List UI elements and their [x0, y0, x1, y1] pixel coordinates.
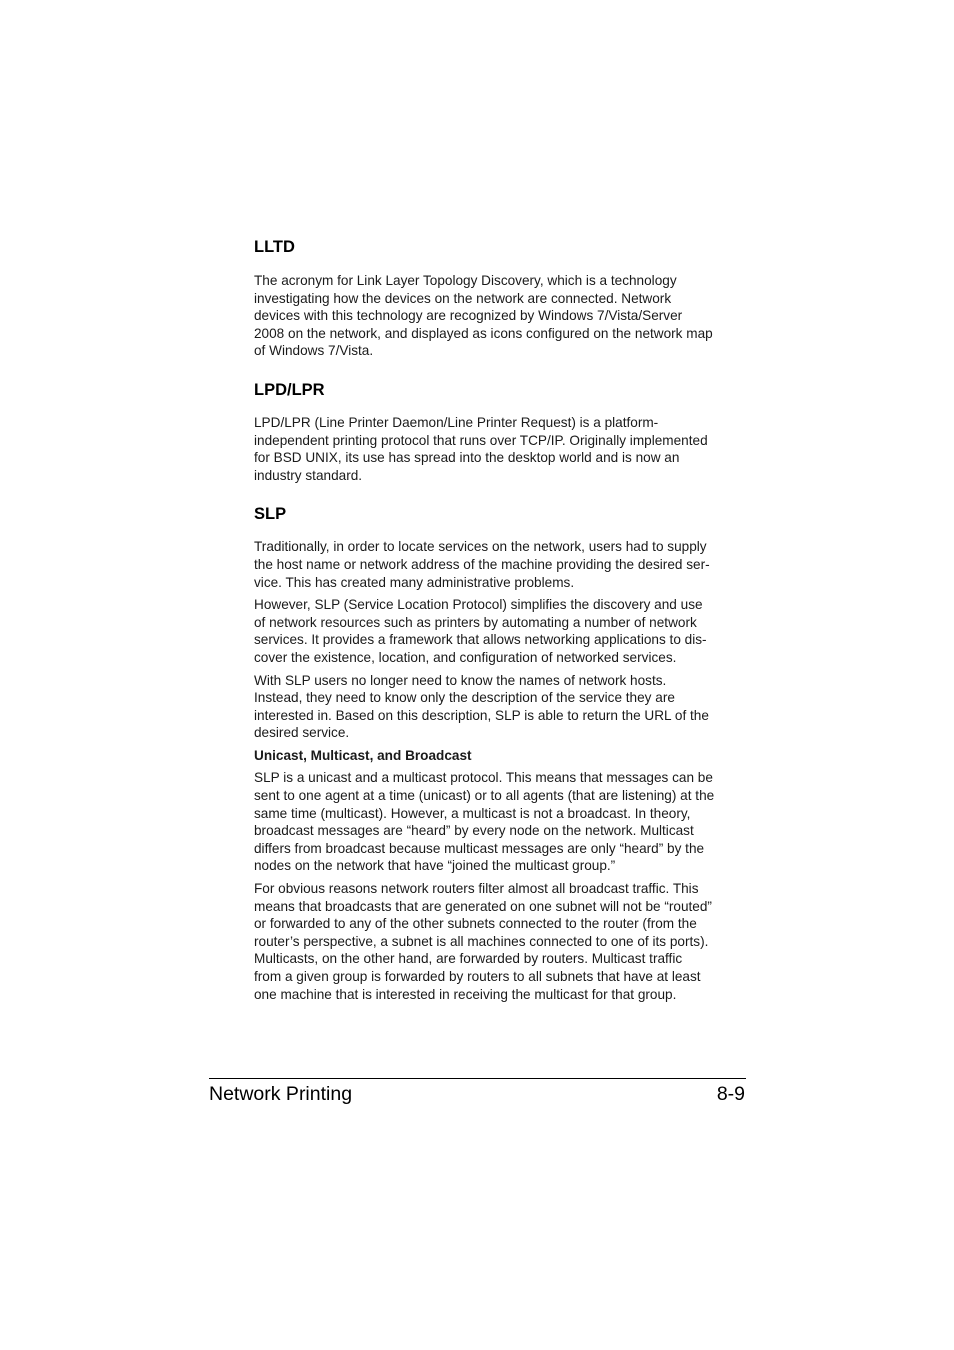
footer-chapter-title: Network Printing	[209, 1083, 353, 1105]
paragraph-slp-1: Traditionally, in order to locate services on the network, users had to supply the host name or network address of the machine providing the desired ser- vice. This has created many administrative problems.	[254, 539, 710, 590]
subheading-unicast-multicast-broadcast: Unicast, Multicast, and Broadcast	[254, 747, 472, 763]
heading-lltd: LLTD	[254, 238, 295, 256]
footer-divider	[209, 1078, 746, 1079]
paragraph-lpd-lpr: LPD/LPR (Line Printer Daemon/Line Printer Request) is a platform- independent printing protocol that runs over TCP/IP. Originally implemented for BSD UNIX, its use has spread into the desktop world and is now an industry standard.	[254, 414, 708, 483]
paragraph-slp-2: However, SLP (Service Location Protocol) simplifies the discovery and use of network resources such as printers by automating a number of network services. It provides a framework that allows networking applications to dis- cover the existence, location, and configuration of networked services.	[254, 597, 707, 665]
footer-page-number: 8-9	[716, 1083, 745, 1105]
paragraph-lltd: The acronym for Link Layer Topology Discovery, which is a technology investigating how the devices on the network are connected. Network devices with this technology are recognized by Windows 7/Vista/Server 2008 on the network, and displayed as icons configured on the network map of Windows 7/Vista.	[254, 273, 713, 359]
page-content	[254, 237, 746, 1003]
paragraph-slp-3: With SLP users no longer need to know the names of network hosts. Instead, they need to know only the description of the service they are interested in. Based on this description, SLP is able to return the URL of the desired service.	[254, 672, 709, 741]
heading-slp: SLP	[254, 505, 287, 524]
heading-lpd-lpr: LPD/LPR	[254, 380, 325, 399]
paragraph-unicast-2: For obvious reasons network routers filter almost all broadcast traffic. This means that broadcasts that are generated on one subnet will not be “routed” or forwarded to any of the other subnets connected to the router (from the router’s perspective, a subnet is all machines connected to one of its ports). Multicasts, on the other hand, are forwarded by routers. Multicast traffic from a given group is forwarded by routers to all subnets that have at least one machine that is interested in receiving the multicast for that group.	[254, 881, 712, 1002]
paragraph-unicast-1: SLP is a unicast and a multicast protocol. This means that messages can be sent to one agent at a time (unicast) or to all agents (that are listening) at the same time (multicast). However, a multicast is not a broadcast. In theory, broadcast messages are “heard” by every node on the network. Multicast differs from broadcast because multicast messages are only “heard” by the nodes on the network that have “joined the multicast group.”	[254, 770, 715, 874]
